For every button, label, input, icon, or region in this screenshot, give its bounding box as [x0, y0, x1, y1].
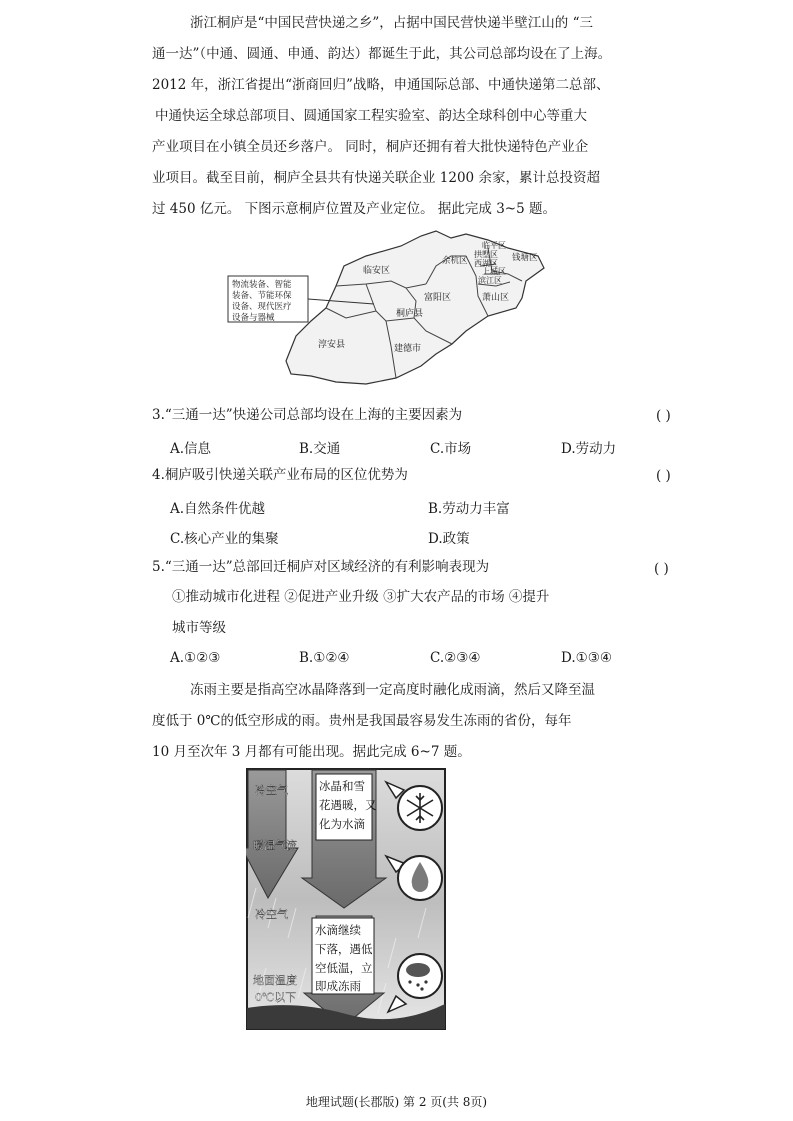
- map-label-linan: 临安区: [363, 266, 391, 276]
- map-svg: [226, 226, 556, 396]
- intro2-line-2: 度低于 0℃的低空形成的雨。贵州是我国最容易发生冻雨的省份，每年: [152, 713, 572, 729]
- diagram-box1-line-2: 花遇暖，又: [319, 798, 377, 812]
- diagram-cold-air-top: 冷空气: [255, 784, 288, 797]
- map-label-shangcheng: 上城区: [482, 267, 506, 276]
- map-label-xihu: 西湖区: [474, 259, 498, 268]
- intro1-line-5: 产业项目在小镇全员还乡落户。 同时，桐庐还拥有着大批快递特色产业企: [152, 139, 589, 155]
- question-5-option-d[interactable]: D.①③④: [561, 650, 612, 666]
- question-4-option-b[interactable]: B.劳动力丰富: [428, 501, 510, 517]
- diagram-box1-line-3: 化为水滴: [319, 817, 365, 831]
- intro2-line-3: 10 月至次年 3 月都有可能出现。据此完成 6~7 题。: [152, 744, 471, 760]
- map-label-chunan: 淳安县: [318, 340, 346, 350]
- question-5-items-line-2: 城市等级: [172, 620, 226, 636]
- diagram-ground-temp-line-1: 地面温度: [253, 974, 297, 987]
- question-5-option-a[interactable]: A.①②③: [170, 650, 221, 666]
- intro1-line-4: 中通快运全球总部项目、圆通国家工程实验室、韵达全球科创中心等重大: [155, 108, 587, 124]
- map-callout-line-3: 设备、现代医疗: [232, 302, 292, 312]
- question-5-option-b[interactable]: B.①②④: [299, 650, 350, 666]
- question-5-option-c[interactable]: C.②③④: [430, 650, 481, 666]
- intro1-line-1: 浙江桐庐是“中国民营快递之乡”，占据中国民营快递半壁江山的 “三: [190, 15, 593, 31]
- question-4-option-c[interactable]: C.核心产业的集聚: [170, 531, 279, 547]
- question-3-option-b[interactable]: B.交通: [299, 441, 341, 457]
- question-3-stem: 3.“三通一达”快递公司总部均设在上海的主要因素为: [152, 407, 463, 423]
- question-3-option-a[interactable]: A.信息: [170, 441, 212, 457]
- diagram-box2-line-1: 水滴继续: [315, 923, 361, 937]
- question-5-answer-paren[interactable]: ( ): [654, 561, 669, 577]
- question-4-answer-paren[interactable]: ( ): [656, 468, 671, 484]
- question-3-option-c[interactable]: C.市场: [430, 441, 472, 457]
- map-callout-line-1: 物流装备、智能: [232, 280, 292, 290]
- tonglu-location-map: [226, 226, 556, 396]
- map-label-yuhang: 余杭区: [442, 256, 468, 266]
- question-5-stem: 5.“三通一达”总部回迁桐庐对区域经济的有利影响表现为: [152, 559, 490, 575]
- map-label-linping: 临平区: [482, 241, 506, 250]
- intro1-line-7: 过 450 亿元。 下图示意桐庐位置及产业定位。 据此完成 3~5 题。: [152, 201, 557, 217]
- map-callout-line-2: 装备、节能环保: [232, 291, 292, 301]
- diagram-warm-flow: 暖湿气流: [253, 839, 297, 852]
- intro1-line-6: 业项目。截至目前，桐庐全县共有快递关联企业 1200 余家，累计总投资超: [152, 170, 600, 186]
- diagram-box2-line-3: 空低温，立: [315, 961, 373, 975]
- map-label-binjiang: 滨江区: [478, 276, 502, 285]
- map-label-qiantang: 钱塘区: [512, 253, 538, 263]
- question-3-option-d[interactable]: D.劳动力: [561, 441, 617, 457]
- map-label-xiaoshan: 萧山区: [482, 293, 510, 303]
- map-label-jiande: 建德市: [394, 344, 422, 354]
- question-4-option-a[interactable]: A.自然条件优越: [170, 501, 266, 517]
- diagram-box1-line-1: 冰晶和雪: [319, 779, 365, 793]
- intro1-line-3: 2012 年，浙江省提出“浙商回归”战略，申通国际总部、中通快递第二总部、: [152, 77, 610, 93]
- map-label-fuyang: 富阳区: [424, 293, 452, 303]
- map-callout-line-4: 设备与器械: [232, 313, 275, 323]
- question-4-stem: 4.桐庐吸引快递关联产业布局的区位优势为: [152, 467, 408, 483]
- diagram-cold-air-mid: 冷空气: [255, 908, 288, 921]
- intro1-line-2: 通一达”（中通、圆通、申通、韵达）都诞生于此，其公司总部均设在了上海。: [152, 46, 612, 62]
- question-3-answer-paren[interactable]: ( ): [656, 408, 671, 424]
- map-label-tonglu: 桐庐县: [396, 309, 424, 319]
- map-label-gongshu: 拱墅区: [474, 250, 498, 259]
- diagram-box2-line-4: 即成冻雨: [315, 979, 361, 993]
- intro2-line-1: 冻雨主要是指高空冰晶降落到一定高度时融化成雨滴，然后又降至温: [190, 682, 595, 698]
- question-5-items-line-1: ①推动城市化进程 ②促进产业升级 ③扩大农产品的市场 ④提升: [172, 589, 550, 605]
- page-footer: 地理试题(长郡版) 第 2 页(共 8页): [305, 1095, 488, 1109]
- diagram-box2-line-2: 下落，遇低: [315, 942, 373, 956]
- freezing-rain-diagram: [246, 768, 446, 1030]
- question-4-option-d[interactable]: D.政策: [428, 531, 470, 547]
- diagram-ground-temp-line-2: 0℃以下: [255, 991, 297, 1004]
- diagram-svg: [246, 768, 446, 1030]
